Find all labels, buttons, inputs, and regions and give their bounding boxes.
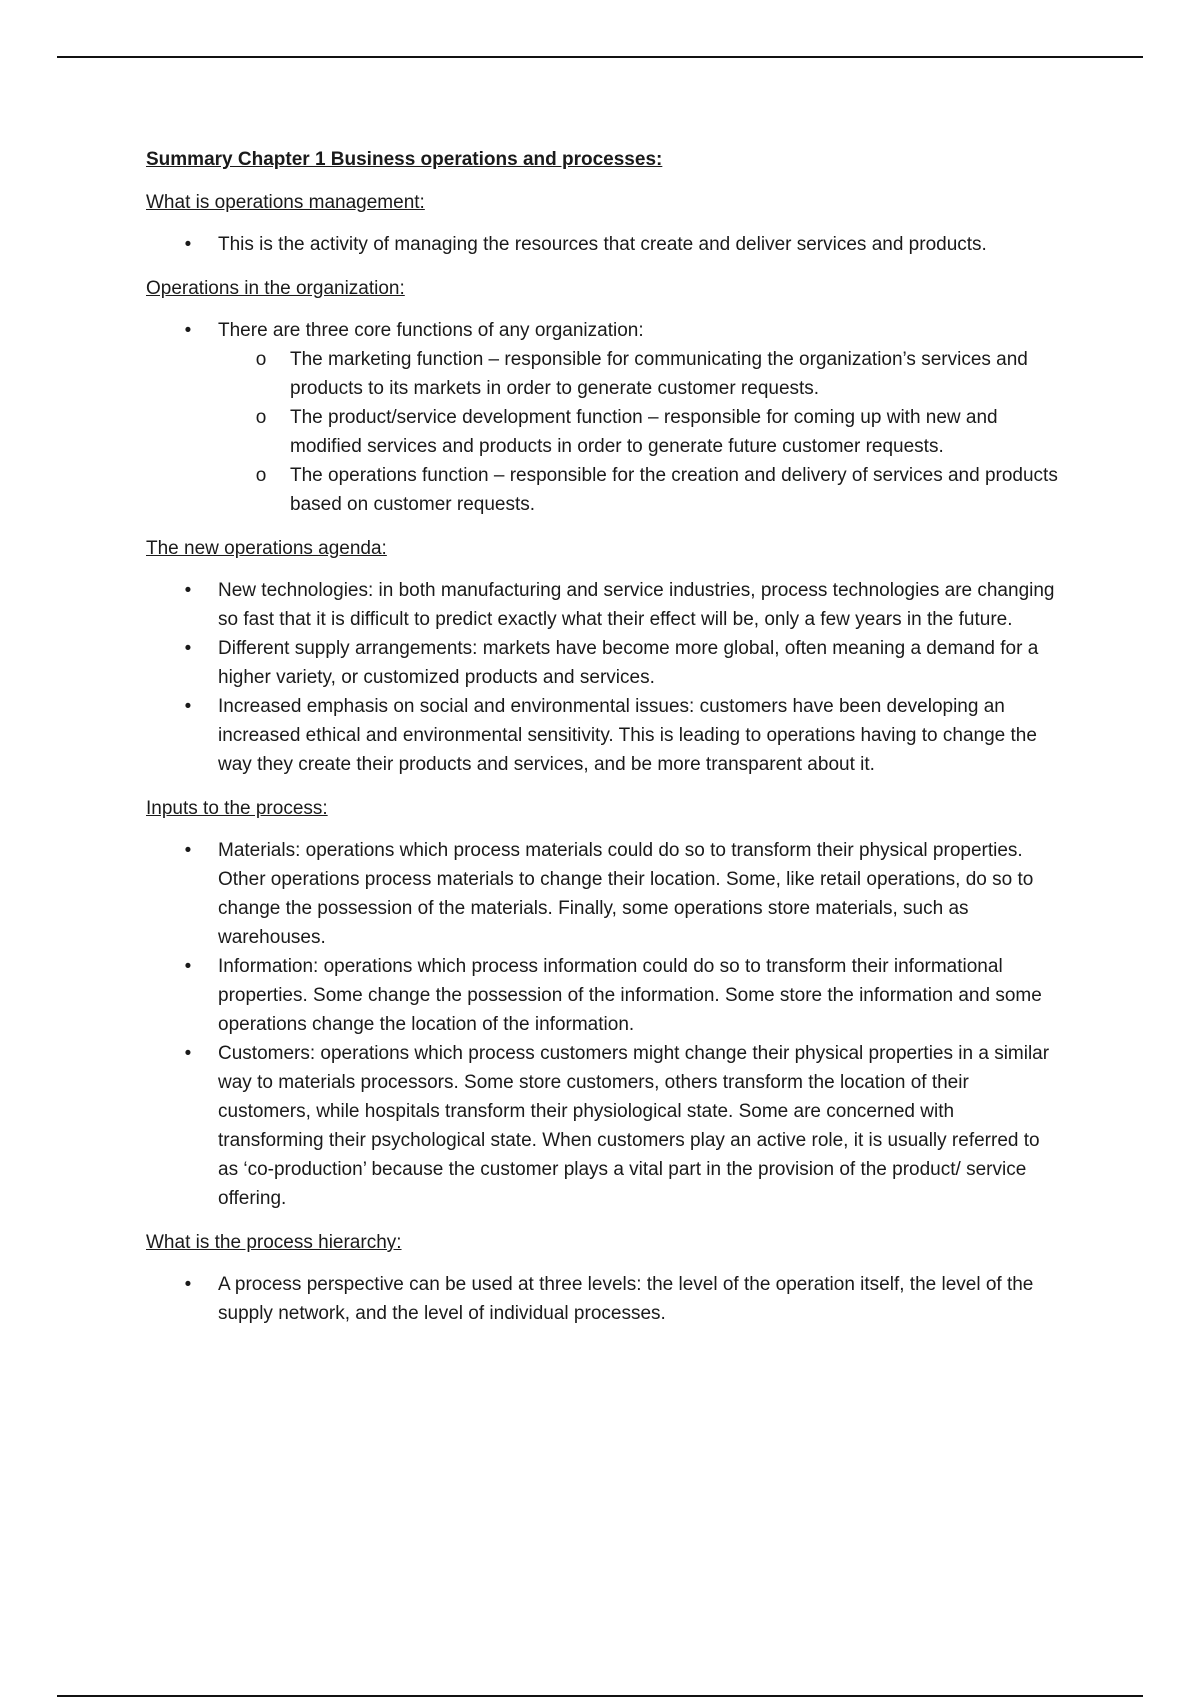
bullet-text: Customers: operations which process customers might change their physical properties in a similar way to materials processors. Some store customers, others transform the location of their customers, while hospitals transform their physiological state. Some are concerned with transforming their psychological state. When customers play an active role, it is usually referred to as ‘co-production’ because the customer plays a vital part in the provision of the product/ service offering. [218, 1043, 1050, 1209]
sub-bullet-item [218, 461, 1064, 519]
bullet-text: Information: operations which process information could do so to transform their informational properties. Some change the possession of the information. Some store the information and some operations change the location of the information. [218, 956, 1042, 1035]
circle-bullet-icon: o [255, 349, 267, 370]
bullet-list [146, 1270, 1064, 1328]
bullet-text: New technologies: in both manufacturing and service industries, process technologies are changing so fast that it is difficult to predict exactly what their effect will be, only a few years in the future. [218, 580, 1055, 630]
bullet-text: There are three core functions of any organization: [218, 320, 644, 341]
bullet-item [146, 952, 1064, 1039]
footer-rule [57, 1695, 1143, 1697]
bullet-item [146, 316, 1064, 519]
sub-bullet-text: The marketing function – responsible for communicating the organization’s services and products to its markets in order to generate customer requests. [290, 349, 1028, 399]
sub-bullet-list [218, 345, 1064, 519]
bullet-list [146, 316, 1064, 519]
bullet-list [146, 836, 1064, 1213]
bullet-item [146, 230, 1064, 259]
section-heading: The new operations agenda: [146, 538, 387, 559]
document-title: Summary Chapter 1 Business operations and processes: [146, 149, 663, 170]
bullet-list [146, 230, 1064, 259]
section-heading: Inputs to the process: [146, 798, 328, 819]
sub-bullet-item [218, 403, 1064, 461]
bullet-item [146, 576, 1064, 634]
bullet-item [146, 1039, 1064, 1213]
section-heading: Operations in the organization: [146, 278, 405, 299]
bullet-icon: • [184, 1274, 192, 1295]
bullet-icon: • [184, 580, 192, 601]
bullet-icon: • [184, 638, 192, 659]
section-heading: What is the process hierarchy: [146, 1232, 402, 1253]
bullet-text: Increased emphasis on social and environmental issues: customers have been developing an increased ethical and environmental sensitivity. This is leading to operations having to change the way they create their products and services, and be more transparent about it. [218, 696, 1037, 775]
bullet-item [146, 836, 1064, 952]
bullet-item [146, 692, 1064, 779]
bullet-icon: • [184, 840, 192, 861]
bullet-list [146, 576, 1064, 779]
sub-bullet-item [218, 345, 1064, 403]
bullet-item [146, 634, 1064, 692]
bullet-icon: • [184, 1043, 192, 1064]
bullet-text: A process perspective can be used at three levels: the level of the operation itself, the level of the supply network, and the level of individual processes. [218, 1274, 1034, 1324]
sections-container [146, 188, 1064, 1328]
bullet-icon: • [184, 696, 192, 717]
bullet-text: Different supply arrangements: markets have become more global, often meaning a demand for a higher variety, or customized products and services. [218, 638, 1039, 688]
section-heading: What is operations management: [146, 192, 425, 213]
bullet-text: This is the activity of managing the resources that create and deliver services and products. [218, 234, 987, 255]
document-body [146, 145, 1064, 1343]
circle-bullet-icon: o [255, 407, 267, 428]
bullet-icon: • [184, 320, 192, 341]
bullet-text: Materials: operations which process materials could do so to transform their physical properties. Other operations process materials to change their location. Some, like retail operations, do so to change the possession of the materials. Finally, some operations store materials, such as warehouses. [218, 840, 1034, 948]
bullet-item [146, 1270, 1064, 1328]
bullet-icon: • [184, 234, 192, 255]
sub-bullet-text: The operations function – responsible for the creation and delivery of services and products based on customer requests. [290, 465, 1058, 515]
header-rule [57, 56, 1143, 58]
circle-bullet-icon: o [255, 465, 267, 486]
sub-bullet-text: The product/service development function – responsible for coming up with new and modified services and products in order to generate future customer requests. [290, 407, 998, 457]
bullet-icon: • [184, 956, 192, 977]
